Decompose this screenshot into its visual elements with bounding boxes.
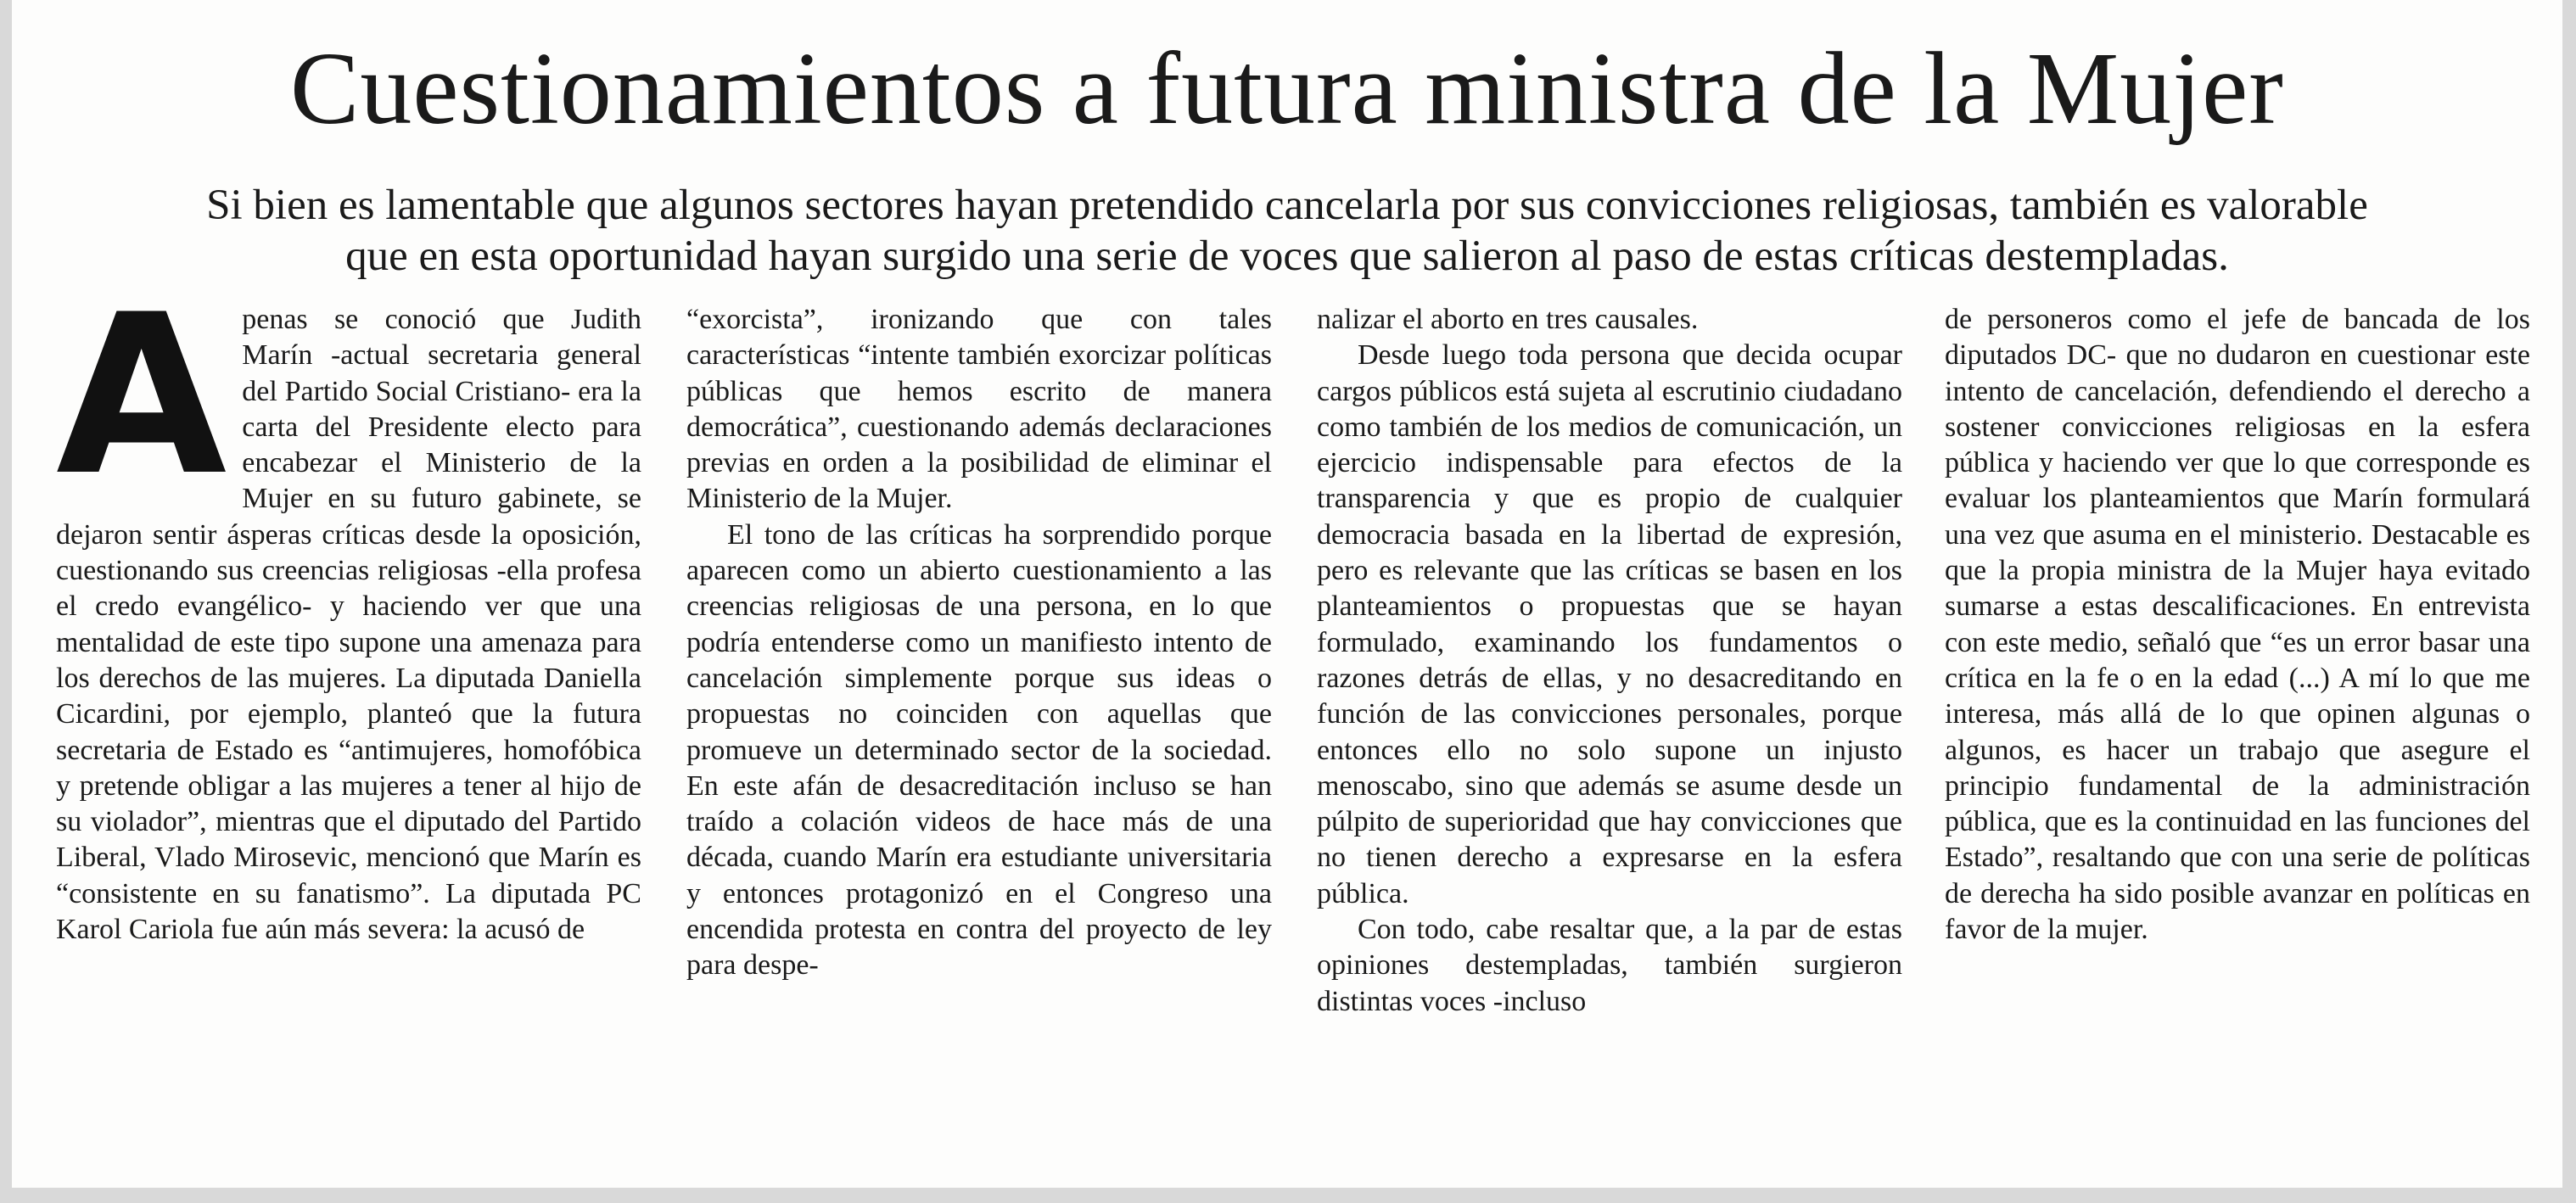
article-column-3 [1317, 302, 1902, 1020]
article-column-2 [686, 302, 1272, 984]
paragraph: “exorcista”, ironizando que con tales características “intente también exorcizar políticas públicas que hemos escrito de manera democrática”, cuestionando además declaraciones previas en orden a la posibilidad de eliminar el Ministerio de la Mujer. [686, 304, 1272, 515]
subheadline [29, 180, 2545, 282]
subheadline-line-2: que en esta oportunidad hayan surgido una serie de voces que salieron al paso de estas críticas destempladas. [345, 232, 2229, 280]
article-column-1 [56, 268, 641, 948]
paragraph: de personeros como el jefe de bancada de los diputados DC- que no dudaron en cuestionar este intento de cancelación, defendiendo el derecho a sostener convicciones religiosas en la esfera pública y haciendo ver que lo que corresponde es evaluar los planteamientos que Marín formulará una vez que asuma en el ministerio. Destacable es que la propia ministra de la Mujer haya evitado sumarse a estas descalificaciones. En entrevista con este medio, señaló que “es un error basar una crítica en la fe o en la edad (...) A mí lo que me interesa, más allá de lo que opinen algunas o algunos, es hacer un trabajo que asegure el principio fundamental de la administración pública, que es la continuidad en las funciones del Estado”, resaltando que con una serie de políticas de derecha ha sido posible avanzar en políticas en favor de la mujer. [1945, 304, 2530, 946]
paragraph: Con todo, cabe resaltar que, a la par de estas opiniones destempladas, también surgieron distintas voces -incluso [1317, 914, 1902, 1017]
subheadline-line-1: Si bien es lamentable que algunos sectores hayan pretendido cancelarla por sus convicciones religiosas, también es valorable [206, 182, 2368, 229]
paragraph: nalizar el aborto en tres causales. [1317, 304, 1699, 335]
newspaper-page [12, 0, 2562, 1188]
paragraph: penas se conoció que Judith Marín -actual secretaria general del Partido Social Cristiano- era la carta del Presidente electo para encabezar el Ministerio de la Mujer en su futuro gabinete, se dejaron sentir ásperas críticas desde la oposición, cuestionando sus creencias religiosas -ella profesa el credo evangélico- y haciendo ver que una mentalidad de este tipo supone una amenaza para los derechos de las mujeres. La diputada Daniella Cicardini, por ejemplo, planteó que la futura secretaria de Estado es “antimujeres, homofóbica y pretende obligar a las mujeres a tener al hijo de su violador”, mientras que el diputado del Partido Liberal, Vlado Mirosevic, mencionó que Marín es “consistente en su fanatismo”. La diputada PC Karol Cariola fue aún más severa: la acusó de [56, 304, 641, 946]
headline: Cuestionamientos a futura ministra de la Mujer [290, 31, 2284, 146]
article-body [12, 268, 2562, 1184]
article-column-4 [1945, 302, 2530, 948]
drop-cap: A [56, 268, 227, 524]
paragraph: Desde luego toda persona que decida ocupar cargos públicos está sujeta al escrutinio ciudadano como también de los medios de comunicación, un ejercicio indispensable para efectos de la transparencia y que es propio de cualquier democracia basada en la libertad de expresión, pero es relevante que las críticas se basen en los planteamientos o propuestas que se hayan formulado, examinando los fundamentos o razones detrás de ellas, y no desacreditando en función de las convicciones personales, porque entonces ello no solo supone un injusto menoscabo, sino que además se asume desde un púlpito de superioridad que hay convicciones que no tienen derecho a expresarse en la esfera pública. [1317, 339, 1902, 909]
paragraph: El tono de las críticas ha sorprendido porque aparecen como un abierto cuestionamiento a las creencias religiosas de una persona, en lo que podría entenderse como un manifiesto intento de cancelación simplemente porque sus ideas o propuestas no coinciden con aquellas que promueve un determinado sector de la sociedad. En este afán de desacreditación incluso se han traído a colación videos de hace más de una década, cuando Marín era estudiante universitaria y entonces protagonizó en el Congreso una encendida protesta en contra del proyecto de ley para despe- [686, 518, 1272, 982]
